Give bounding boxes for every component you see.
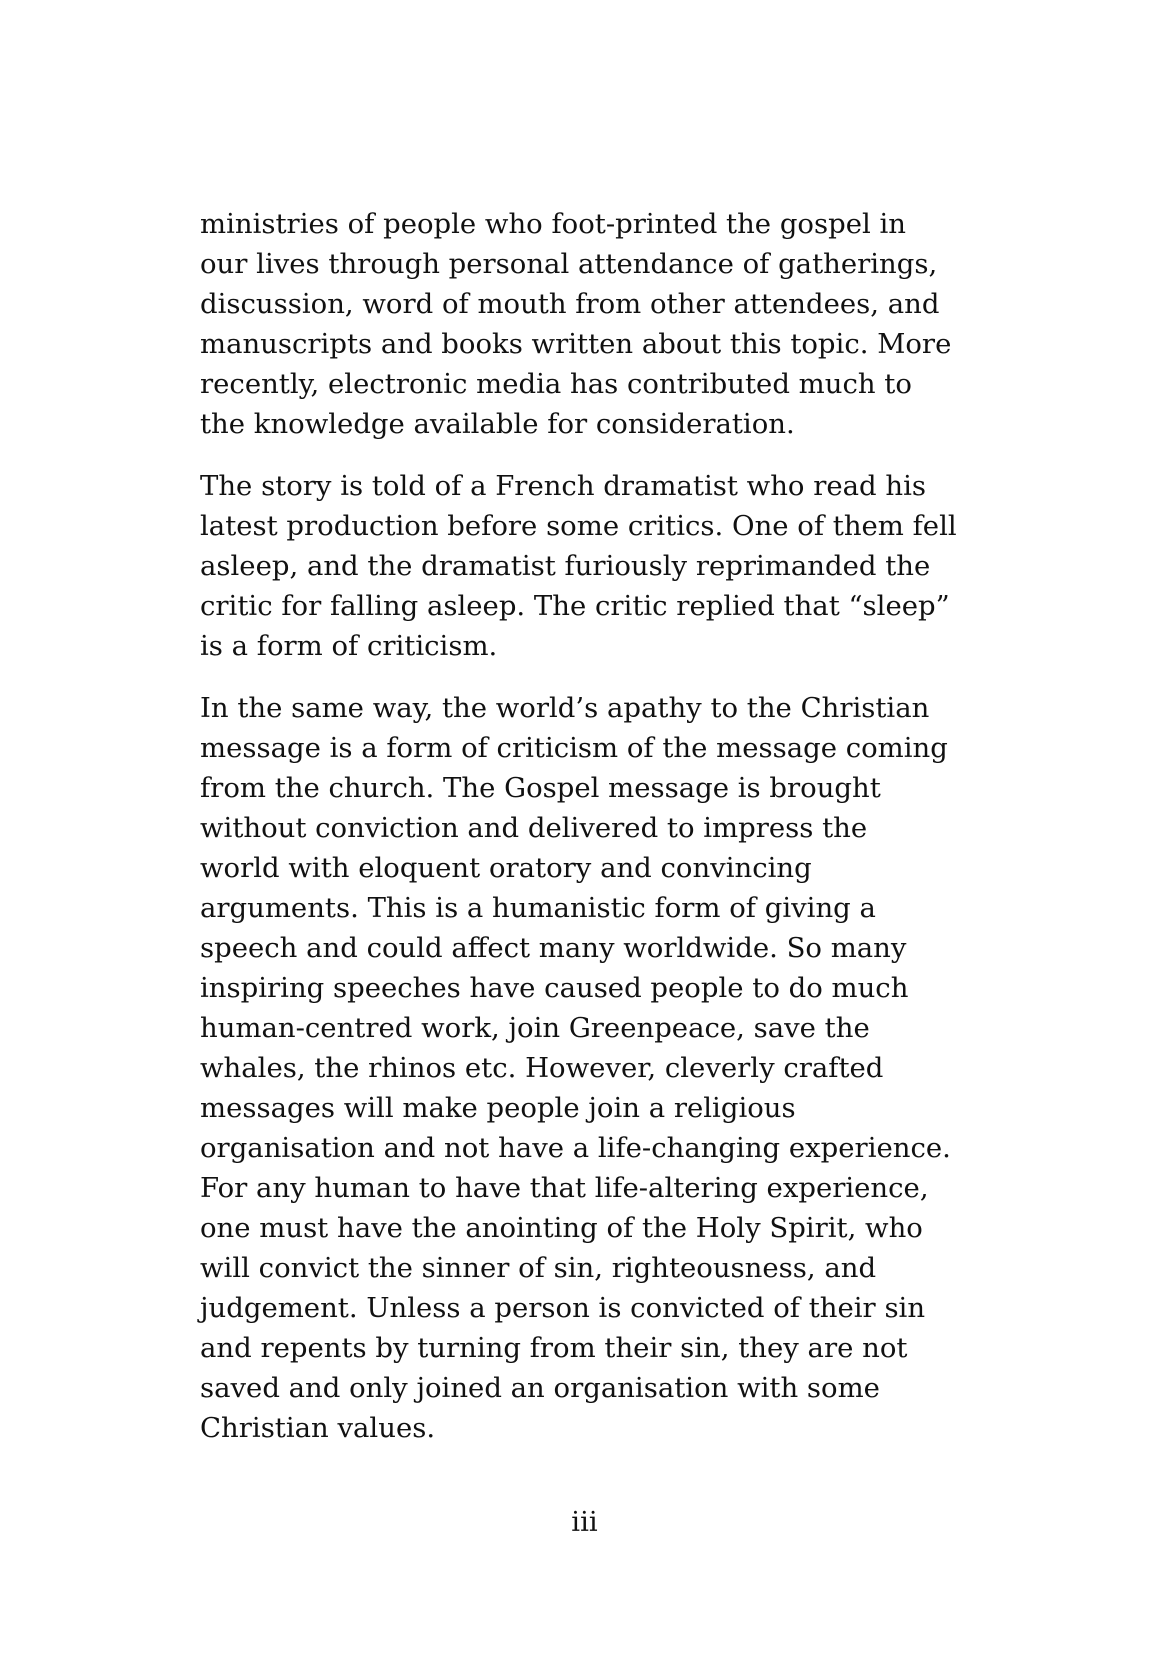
text-line: The story is told of a French dramatist who read his: [200, 470, 926, 502]
text-line: is a form of criticism.: [200, 630, 498, 662]
text-line: without conviction and delivered to impress the: [200, 812, 868, 844]
text-line: manuscripts and books written about this topic. More: [200, 328, 952, 360]
text-line: whales, the rhinos etc. However, cleverly crafted: [200, 1052, 884, 1084]
text-line: one must have the anointing of the Holy Spirit, who: [200, 1212, 923, 1244]
text-line: recently, electronic media has contributed much to: [200, 368, 912, 400]
text-line: and repents by turning from their sin, they are not: [200, 1332, 908, 1364]
text-line: latest production before some critics. One of them fell: [200, 510, 957, 542]
text-line: critic for falling asleep. The critic replied that “sleep”: [200, 590, 950, 622]
text-line: messages will make people join a religious: [200, 1092, 796, 1124]
body-text: [200, 204, 960, 1470]
paragraph-1: [200, 204, 960, 444]
text-line: will convict the sinner of sin, righteousness, and: [200, 1252, 877, 1284]
text-line: asleep, and the dramatist furiously reprimanded the: [200, 550, 931, 582]
page-number: iii: [571, 1506, 598, 1538]
paragraph-3: [200, 688, 960, 1448]
text-line: world with eloquent oratory and convincing: [200, 852, 812, 884]
text-line: discussion, word of mouth from other attendees, and: [200, 288, 940, 320]
text-line: In the same way, the world’s apathy to the Christian: [200, 692, 930, 724]
text-line: our lives through personal attendance of gatherings,: [200, 248, 938, 280]
text-line: Christian values.: [200, 1412, 436, 1444]
text-line: arguments. This is a humanistic form of giving a: [200, 892, 876, 924]
text-line: message is a form of criticism of the message coming: [200, 732, 948, 764]
text-line: ministries of people who foot-printed the gospel in: [200, 208, 907, 240]
paragraph-2: [200, 466, 960, 666]
text-line: saved and only joined an organisation with some: [200, 1372, 880, 1404]
text-line: the knowledge available for consideration.: [200, 408, 795, 440]
text-line: judgement. Unless a person is convicted of their sin: [200, 1292, 926, 1324]
text-line: from the church. The Gospel message is brought: [200, 772, 881, 804]
text-line: speech and could affect many worldwide. So many: [200, 932, 907, 964]
text-line: For any human to have that life-altering experience,: [200, 1172, 929, 1204]
text-line: human-centred work, join Greenpeace, save the: [200, 1012, 870, 1044]
text-line: inspiring speeches have caused people to do much: [200, 972, 909, 1004]
text-line: organisation and not have a life-changing experience.: [200, 1132, 951, 1164]
